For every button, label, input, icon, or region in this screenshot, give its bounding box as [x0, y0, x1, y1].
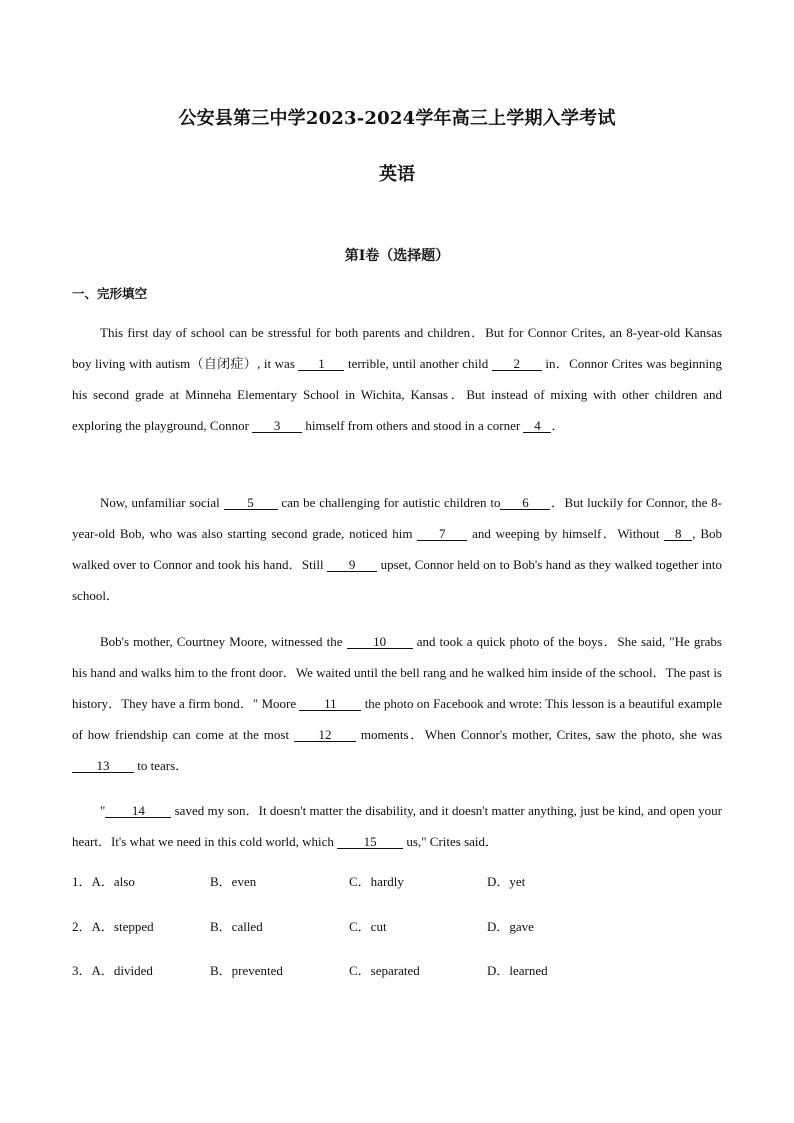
passage-text: moments．When Connor's mother, Crites, saw the photo, she was [355, 727, 723, 742]
option-text: A．stepped [91, 918, 154, 934]
question-option-b: B．even [210, 874, 257, 889]
blank-14: 14 [105, 804, 171, 818]
passage-paragraph-3 [72, 626, 722, 781]
blank-12: 12 [294, 728, 356, 742]
question-option-a [72, 960, 153, 979]
question-option-b: B．called [210, 918, 263, 934]
passage-text: upset, Connor held on to Bob's hand as they walked together into school． [72, 557, 722, 603]
option-text: A．divided [91, 963, 153, 978]
option-text: A．also [91, 874, 135, 889]
subject-title: 英语 [379, 164, 415, 185]
section-heading: 一、完形填空 [72, 286, 148, 301]
blank-7: 7 [417, 527, 467, 541]
question-option-c: C．separated [349, 963, 420, 978]
passage-text: can be challenging for autistic children to [277, 495, 501, 510]
question-option-a [72, 871, 135, 890]
passage-text: ．But luckily for Connor, the 8-year-old Bob, who was also starting second grade, noticed him [72, 495, 722, 541]
blank-8: 8 [664, 527, 692, 541]
volume-heading: 第Ⅰ卷（选择题） [344, 248, 450, 264]
blank-2: 2 [492, 357, 542, 371]
blank-3: 3 [252, 419, 302, 433]
blank-11: 11 [299, 697, 361, 711]
blank-5: 5 [224, 496, 278, 510]
question-option-a [72, 916, 154, 935]
question-number: 3． [72, 963, 92, 978]
exam-title: 公安县第三中学2023-2024学年高三上学期入学考试 [178, 108, 616, 129]
passage-paragraph-2 [72, 487, 722, 611]
passage-text: Bob's mother, Courtney Moore, witnessed the [100, 634, 347, 649]
question-option-c: C．cut [349, 918, 387, 934]
question-option-d: D．yet [487, 874, 526, 889]
blank-4: 4 [523, 419, 551, 433]
question-number: 1． [72, 874, 92, 889]
passage-text: Now, unfamiliar social [100, 495, 224, 510]
question-option-d: D．gave [487, 918, 534, 934]
passage-text: us," Crites said． [403, 834, 499, 849]
passage-text: ． [551, 418, 565, 433]
blank-10: 10 [347, 635, 413, 649]
question-option-c: C．hardly [349, 874, 404, 889]
passage-text: the photo on Facebook and wrote: This lesson is a beautiful example of how friendship can come at the most [72, 696, 722, 742]
blank-13: 13 [72, 759, 134, 773]
question-option-d: D．learned [487, 963, 548, 978]
passage-text: , Bob walked over to Connor and took his hand．Still [72, 526, 723, 572]
blank-15: 15 [337, 835, 403, 849]
passage-paragraph-4 [72, 795, 722, 857]
passage-text: terrible, until another child [344, 356, 492, 371]
question-number: 2． [72, 918, 92, 934]
passage-text: to tears． [134, 758, 189, 773]
passage-text: " [100, 803, 106, 818]
passage-text: himself from others and stood in a corner [302, 418, 524, 433]
passage-text: saved my son．It doesn't matter the disability, and it doesn't matter anything, just be kind, and open your heart．It's what we need in this cold world, which [72, 803, 722, 849]
question-option-b: B．prevented [210, 963, 283, 978]
passage-text: This first day of school can be stressful for both parents and children．But for Connor Crites, an 8-year-old Kansas boy living with autism（自闭症）, it was [72, 325, 722, 371]
passage-text: in．Connor Crites was beginning his second grade at Minneha Elementary School in Wichita, Kansas．But instead of mixing with other children and exploring the playground, Connor [72, 356, 722, 433]
blank-1: 1 [298, 357, 344, 371]
blank-9: 9 [327, 558, 377, 572]
passage-text: and weeping by himself．Without [467, 526, 665, 541]
passage-text: and took a quick photo of the boys．She said, "He grabs his hand and walks him to the front door．We waited until the bell rang and he walked him inside of the school．The past is history．They have a firm bond．" Moore [72, 634, 722, 711]
passage-paragraph-1 [72, 317, 722, 441]
blank-6: 6 [500, 496, 550, 510]
